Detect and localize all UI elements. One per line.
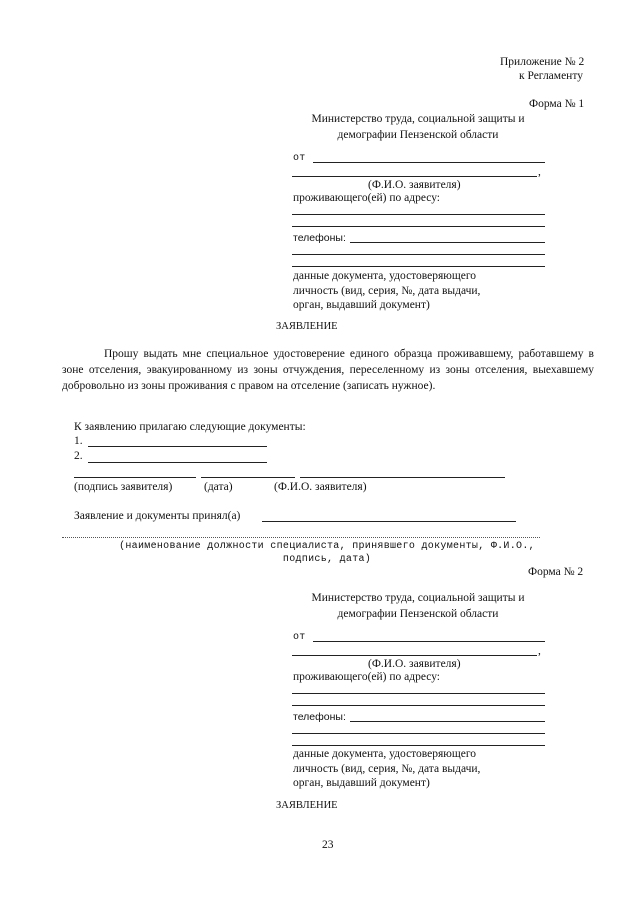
form2-ministry-line2: демографии Пензенской области xyxy=(337,608,499,620)
form1-address-line2 xyxy=(292,226,545,227)
form2-from-label: от xyxy=(293,632,306,643)
form2-document-data xyxy=(293,747,480,791)
form1-item2-line xyxy=(88,462,267,463)
form1-item1-number: 1. xyxy=(74,435,83,447)
form1-item1-line xyxy=(88,446,267,447)
form1-signature-caption: (подпись заявителя) xyxy=(74,481,173,493)
form2-phones-line3 xyxy=(292,745,545,746)
form1-residing-label: проживающего(ей) по адресу: xyxy=(293,192,440,204)
form2-doc-line2: личность (вид, серия, №, дата выдачи, xyxy=(293,762,481,775)
form1-label: Форма № 1 xyxy=(529,98,585,110)
form1-date-caption: (дата) xyxy=(204,481,233,493)
form1-date-line xyxy=(201,477,295,478)
form1-from-line xyxy=(313,162,545,163)
form1-address-line1 xyxy=(292,214,545,215)
form1-statement-title: ЗАЯВЛЕНИЕ xyxy=(276,321,338,332)
form1-phones-line3 xyxy=(292,266,545,267)
form1-phones-label: телефоны: xyxy=(293,232,346,244)
form1-accepted-label: Заявление и документы принял(а) xyxy=(74,510,241,522)
form1-from-line2 xyxy=(292,176,537,177)
form1-fio-caption-2: (Ф.И.О. заявителя) xyxy=(274,481,367,493)
form2-residing-label: проживающего(ей) по адресу: xyxy=(293,671,440,683)
form1-ministry-line1: Министерство труда, социальной защиты и xyxy=(311,113,525,125)
form2-doc-line1: данные документа, удостоверяющего xyxy=(293,748,477,760)
form1-specialist-caption xyxy=(62,540,592,566)
form1-signature-line xyxy=(74,477,196,478)
form1-fio-caption: (Ф.И.О. заявителя) xyxy=(368,179,461,191)
form1-phones-line xyxy=(350,242,545,243)
appendix-label: Приложение № 2 xyxy=(500,56,585,68)
form1-specialist-line xyxy=(62,537,540,538)
form1-specialist-caption-line1: (наименование должности специалиста, принявшего документы, Ф.И.О., xyxy=(119,541,535,552)
form2-statement-title: ЗАЯВЛЕНИЕ xyxy=(276,800,338,811)
form1-comma: , xyxy=(538,166,541,178)
form1-attach-label: К заявлению прилагаю следующие документы: xyxy=(74,421,306,433)
form2-doc-line3: орган, выдавший документ) xyxy=(293,777,430,789)
form1-statement-body: Прошу выдать мне специальное удостоверение единого образца проживавшему, работавшему в зоне отселения, эвакуированному из зоны отчуждения, переселенному из зоны отселения, выехавшему добровольно из зоны проживания с правом на отселение (записать нужное). xyxy=(62,348,594,392)
form1-doc-line2: личность (вид, серия, №, дата выдачи, xyxy=(293,284,481,297)
form1-accepted-line xyxy=(262,521,516,522)
form1-ministry xyxy=(290,111,546,143)
form1-doc-line1: данные документа, удостоверяющего xyxy=(293,270,477,282)
form2-phones-line2 xyxy=(292,733,545,734)
form1-from-label: от xyxy=(293,153,306,164)
form2-from-line xyxy=(313,641,545,642)
form1-document-data xyxy=(293,269,480,313)
form2-ministry xyxy=(290,590,546,622)
form1-item2-number: 2. xyxy=(74,450,83,462)
form2-phones-label: телефоны: xyxy=(293,711,346,723)
form2-label: Форма № 2 xyxy=(528,566,584,578)
form1-fio-line xyxy=(300,477,505,478)
form2-ministry-line1: Министерство труда, социальной защиты и xyxy=(311,592,525,604)
form2-address-line1 xyxy=(292,693,545,694)
form2-comma: , xyxy=(538,645,541,657)
form1-phones-line2 xyxy=(292,254,545,255)
form2-from-line2 xyxy=(292,655,537,656)
form1-doc-line3: орган, выдавший документ) xyxy=(293,299,430,311)
form1-ministry-line2: демографии Пензенской области xyxy=(337,129,499,141)
page-number: 23 xyxy=(322,839,334,851)
form2-fio-caption: (Ф.И.О. заявителя) xyxy=(368,658,461,670)
form2-phones-line xyxy=(350,721,545,722)
form2-address-line2 xyxy=(292,705,545,706)
regulation-label: к Регламенту xyxy=(519,70,583,82)
form1-specialist-caption-line2: подпись, дата) xyxy=(282,554,372,565)
